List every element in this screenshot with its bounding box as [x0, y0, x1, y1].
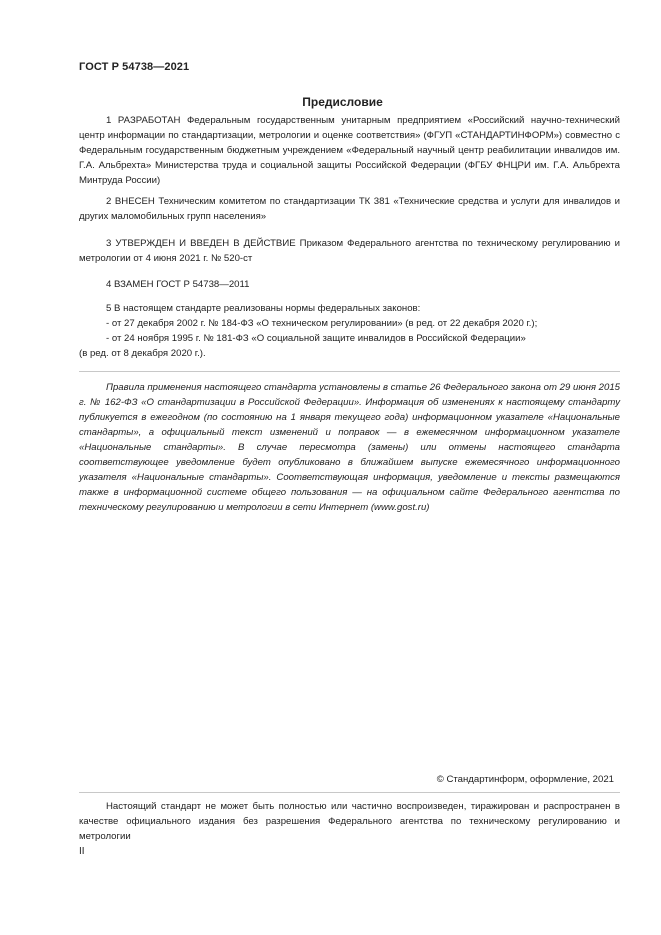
preface-item-3: [79, 236, 620, 266]
preface-item-2-text: 2 ВНЕСЕН Техническим комитетом по стандартизации ТК 381 «Технические средства и услуги для инвалидов и других маломобильных групп населения»: [79, 196, 620, 222]
preface-item-1-text: 1 РАЗРАБОТАН Федеральным государственным унитарным предприятием «Российский научно-технический центр информации по стандартизации, метрологии и оценке соответствия» (ФГУП «СТАНДАРТИНФОРМ») совместно с Федеральным государственным бюджетным учреждением «Федеральный научный центр реабилитации инвалидов им. Г.А. Альбрехта» Министерства труда и социальной защиты Российской Федерации (ФГБУ ФНЦРИ им. Г.А. Альбрехта Минтруда России): [79, 115, 620, 186]
copyright-line: © Стандартинформ, оформление, 2021: [436, 774, 614, 785]
preface-heading: [0, 93, 661, 111]
law-list-item-2-continuation: (в ред. от 8 декабря 2020 г.).: [79, 348, 206, 359]
preface-item-5: [79, 301, 620, 361]
rules-notice: Правила применения настоящего стандарта установлены в статье 26 Федерального закона от 29 июня 2015 г. № 162-ФЗ «О стандартизации в Российской Федерации». Информация об изменениях к настоящему стандарту публикуется в ежегодном (по состоянию на 1 января текущего года) информационном указателе «Национальные стандарты», а официальный текст изменений и поправок — в ежемесячном информационном указателе «Национальные стандарты». В случае пересмотра (замены) или отмены настоящего стандарта соответствующее уведомление будет опубликовано в ближайшем выпуске ежемесячного информационного указателя «Национальные стандарты». Соответствующая информация, уведомление и тексты размещаются также в информационной системе общего пользования — на официальном сайте Федерального агентства по техническому регулированию и метрологии в сети Интернет (www.gost.ru): [79, 382, 620, 513]
preface-item-3-text: 3 УТВЕРЖДЕН И ВВЕДЕН В ДЕЙСТВИЕ Приказом Федерального агентства по техническому регулированию и метрологии от 4 июня 2021 г. № 520-ст: [79, 238, 620, 264]
preface-item-2: [79, 194, 620, 224]
preface-item-1: [79, 113, 620, 188]
notice-divider: [79, 371, 620, 372]
preface-item-4-text: 4 ВЗАМЕН ГОСТ Р 54738—2011: [106, 279, 250, 290]
preface-title: Предисловие: [302, 95, 383, 109]
law-list-item-1: - от 27 декабря 2002 г. № 184-ФЗ «О техническом регулировании» (в ред. от 22 декабря 2020 г.);: [106, 318, 538, 329]
preface-item-4: [79, 277, 620, 292]
preface-item-5-intro: 5 В настоящем стандарте реализованы нормы федеральных законов:: [106, 303, 421, 314]
document-code: ГОСТ Р 54738—2021: [79, 61, 190, 73]
reproduction-note: Настоящий стандарт не может быть полностью или частично воспроизведен, тиражирован и распространен в качестве официального издания без разрешения Федерального агентства по техническому регулированию и метрологии: [79, 801, 620, 842]
page-number: II: [79, 846, 85, 857]
law-list-item-2: - от 24 ноября 1995 г. № 181-ФЗ «О социальной защите инвалидов в Российской Федерации»: [106, 333, 526, 344]
footer-divider: [79, 792, 620, 793]
